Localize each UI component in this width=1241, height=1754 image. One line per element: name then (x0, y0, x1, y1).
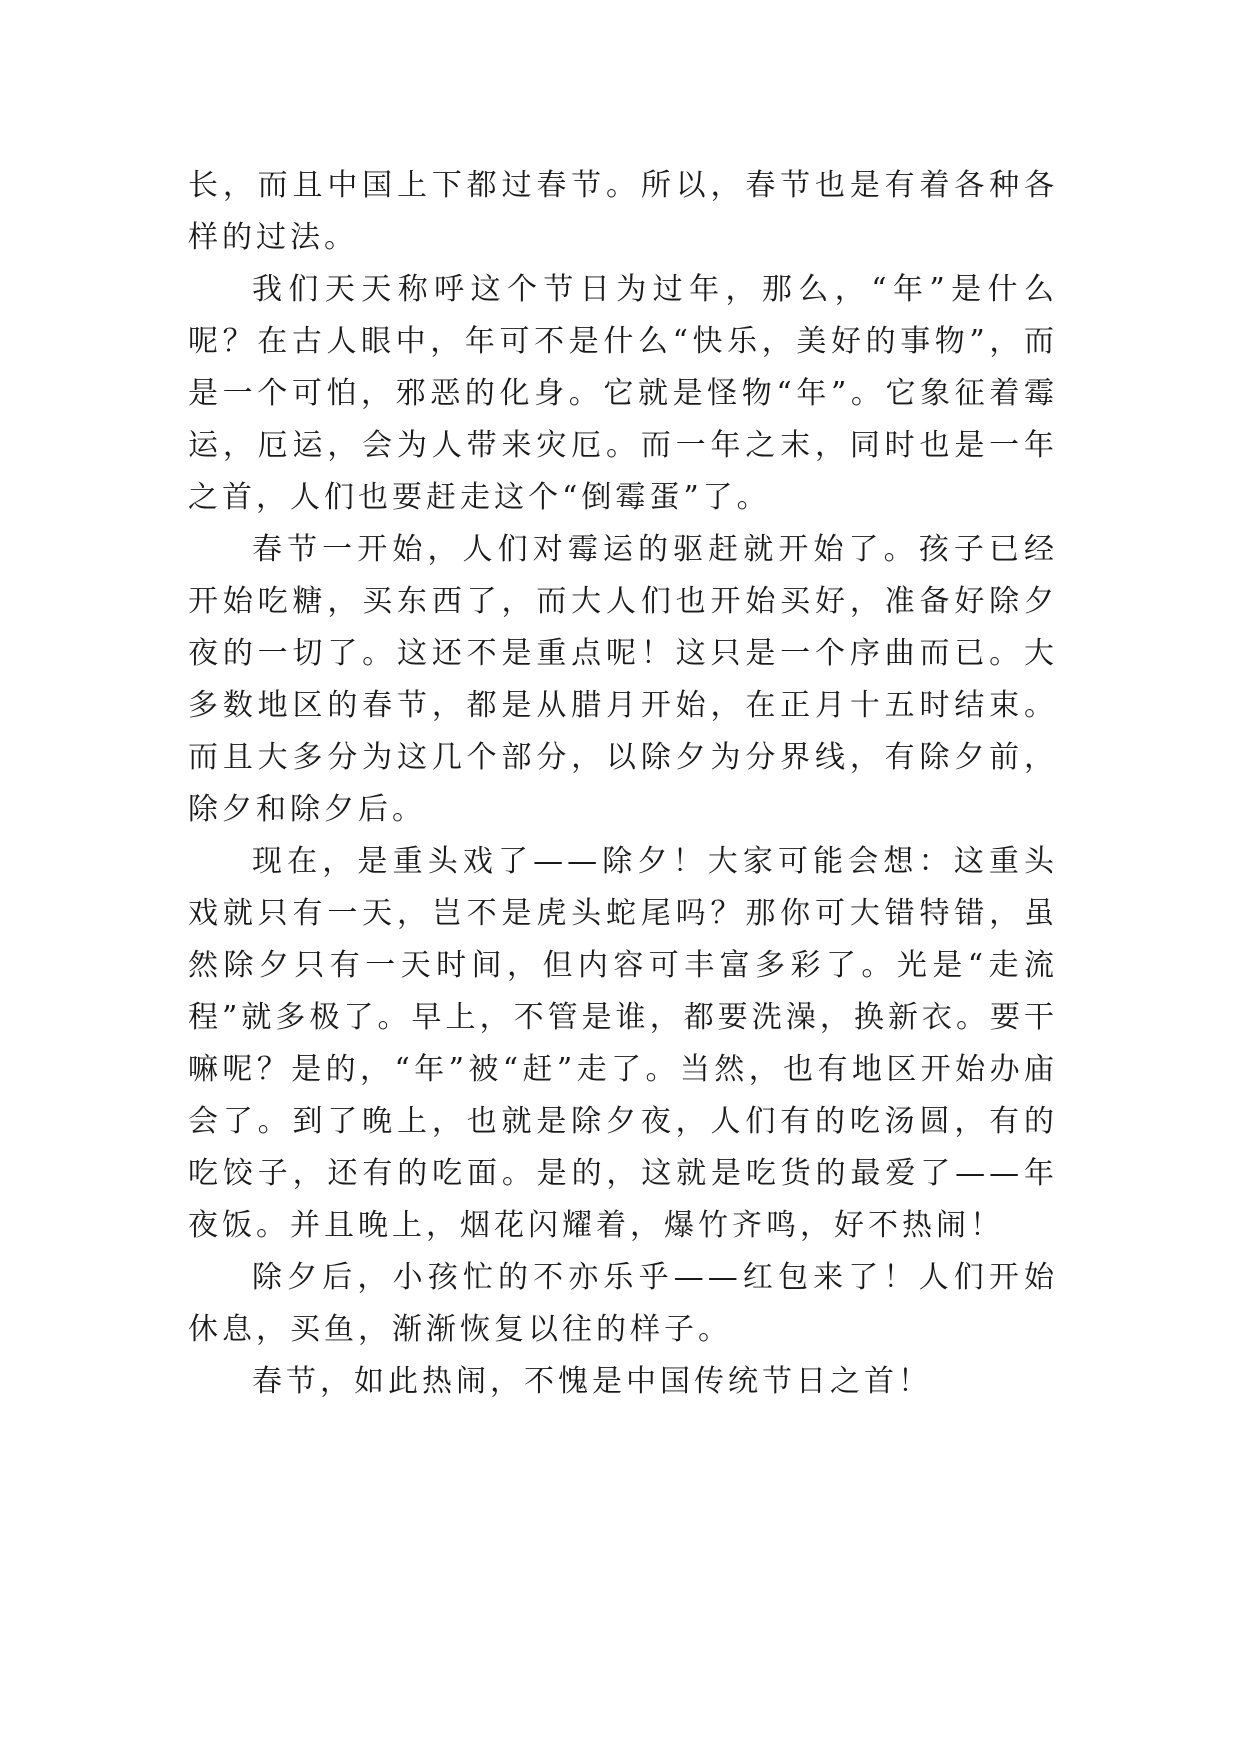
paragraph-continuation: 长，而且中国上下都过春节。所以，春节也是有着各种各样的过法。 (188, 168, 1058, 255)
essay-body (188, 160, 1058, 1408)
paragraph-new-years-eve: 现在，是重头戏了——除夕！大家可能会想：这重头戏就只有一天，岂不是虎头蛇尾吗？那你可大错特错，虽然除夕只有一天时间，但内容可丰富多彩了。光是“走流程”就多极了。早上，不管是谁，都要洗澡，换新衣。要干嘛呢？是的，“年”被“赶”走了。当然，也有地区开始办庙会了。到了晚上，也就是除夕夜，人们有的吃汤圆，有的吃饺子，还有的吃面。是的，这就是吃货的最爱了——年夜饭。并且晚上，烟花闪耀着，爆竹齐鸣，好不热闹！ (188, 844, 1058, 1243)
paragraph-festival-start: 春节一开始，人们对霉运的驱赶就开始了。孩子已经开始吃糖，买东西了，而大人们也开始买好，准备好除夕夜的一切了。这还不是重点呢！这只是一个序曲而已。大多数地区的春节，都是从腊月开始，在正月十五时结束。而且大多分为这几个部分，以除夕为分界线，有除夕前，除夕和除夕后。 (188, 532, 1058, 827)
paragraph-conclusion: 春节，如此热闹，不愧是中国传统节日之首！ (252, 1364, 932, 1399)
paragraph-after-eve: 除夕后，小孩忙的不亦乐乎——红包来了！人们开始休息，买鱼，渐渐恢复以往的样子。 (188, 1260, 1058, 1347)
paragraph-nian-meaning: 我们天天称呼这个节日为过年，那么，“年”是什么呢？在古人眼中，年可不是什么“快乐，美好的事物”，而是一个可怕，邪恶的化身。它就是怪物“年”。它象征着霉运，厄运，会为人带来灾厄。而一年之末，同时也是一年之首，人们也要赶走这个“倒霉蛋”了。 (188, 272, 1058, 515)
